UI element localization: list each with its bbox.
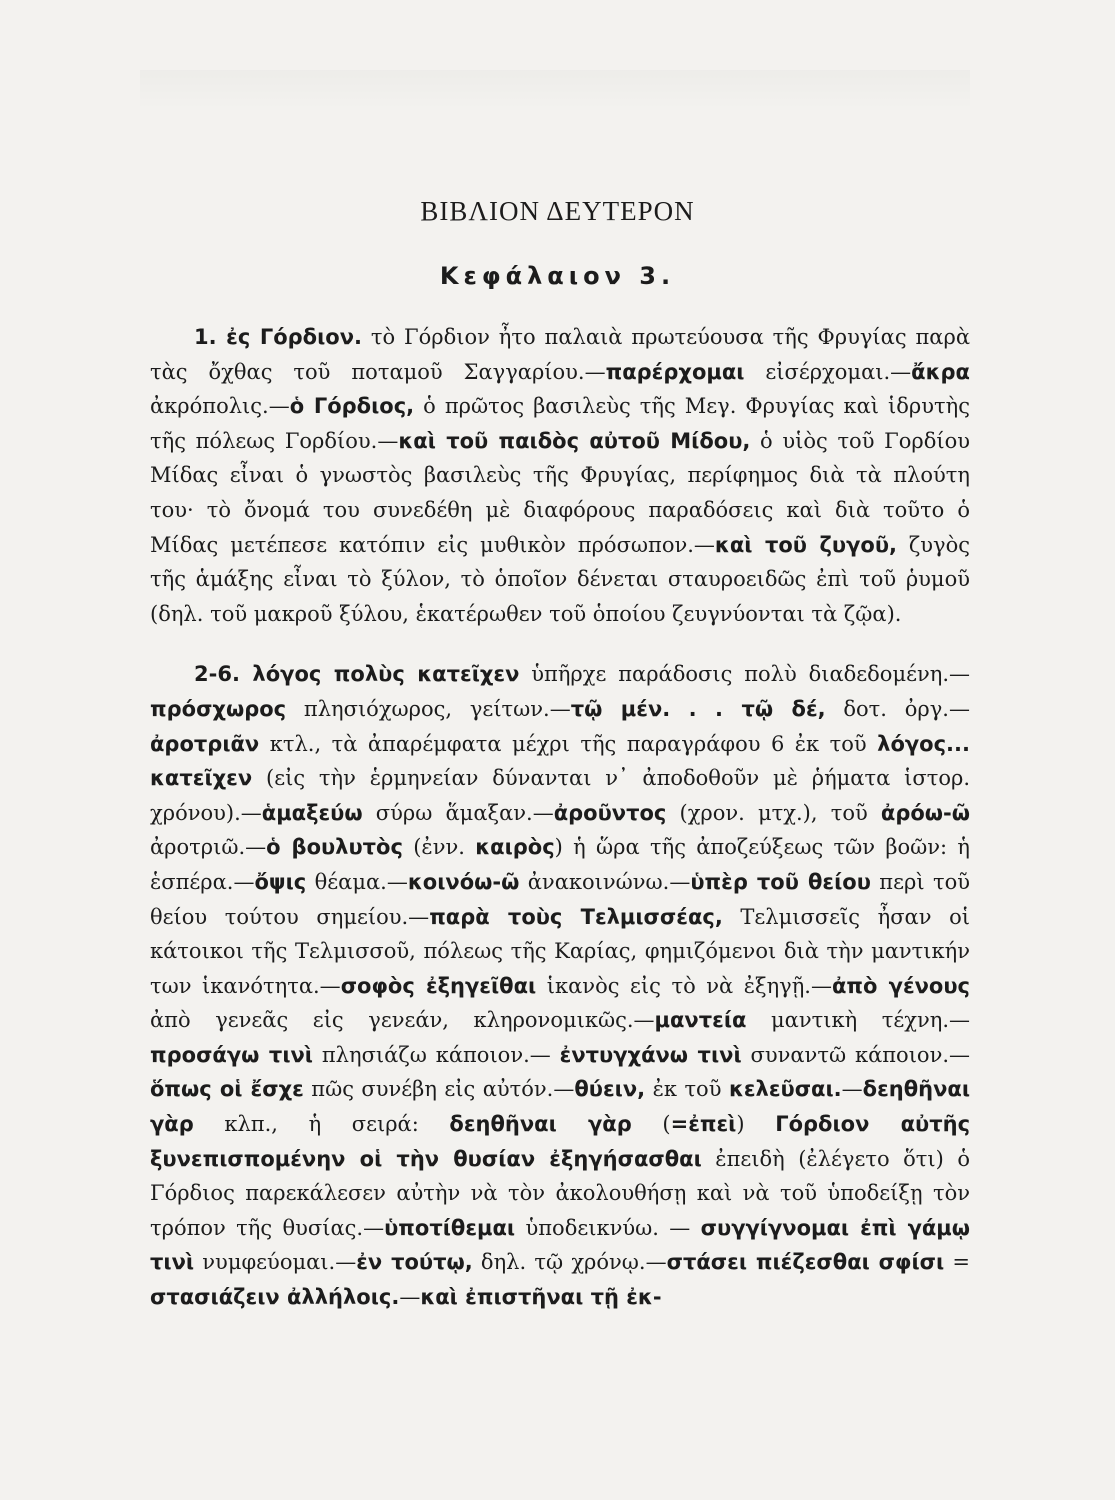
lemma: παρέρχομαι (605, 359, 745, 384)
gloss-text: ἱκανὸς εἰς τὸ νὰ ἐξηγῇ.— (536, 973, 832, 998)
gloss-text: μαντικὴ τέχνη.— (746, 1008, 971, 1033)
lemma: ὁ Γόρδιος, (289, 394, 415, 419)
lemma: ὄψις (254, 869, 307, 894)
gloss-text: δηλ. τῷ χρόνῳ.— (472, 1250, 667, 1275)
gloss-text: (ἐνν. (402, 835, 476, 860)
commentary-body (150, 320, 970, 1315)
lemma: καὶ τοῦ ζυγοῦ, (714, 532, 897, 557)
gloss-text: πῶς συνέβη εἰς αὐτόν.— (303, 1077, 575, 1102)
lemma: ἐν τούτῳ, (356, 1250, 473, 1275)
gloss-text: πλησιόχωρος, γείτων.— (286, 696, 571, 721)
lemma: 2-6. (194, 662, 253, 687)
lemma: ἀπὸ γένους (831, 973, 970, 998)
chapter-title: Κεφάλαιον 3. (439, 262, 676, 290)
gloss-text: ὑποδεικνύω. — (515, 1215, 701, 1240)
lemma: παρὰ τοὺς Τελμισσέας, (429, 904, 723, 929)
lemma: λόγος... κατεῖχεν (150, 731, 970, 791)
gloss-text: — (399, 1285, 421, 1310)
gloss-text: ἀνακοινώνω.— (519, 869, 691, 894)
lemma: σοφὸς ἐξηγεῖθαι (340, 973, 537, 998)
lemma: =ἐπεὶ (670, 1112, 737, 1137)
lemma: ἀροῦντος (553, 800, 667, 825)
lemma: ἐς Γόρδιον. (226, 325, 362, 349)
gloss-text: περὶ τοῦ θείου τούτου σημείου.— (150, 869, 970, 929)
gloss-text: ζυγὸς τῆς ἁμάξης εἶναι τὸ ξύλον, τὸ ὁποῖον δένεται σταυροειδῶς ἐπὶ τοῦ ῥυμοῦ (δηλ. τοῦ μακροῦ ξύλου, ἑκατέρωθεν τοῦ ὁποίου ζευγνύονται τὰ ζῷα). (150, 532, 970, 626)
lemma: στασιάζειν ἀλλήλοις. (150, 1285, 400, 1310)
gloss-text: (χρον. μτχ.), τοῦ (666, 800, 881, 825)
lemma: ὑπὲρ τοῦ θείου (690, 869, 871, 894)
gloss-text: νυμφεύομαι.— (194, 1250, 357, 1275)
gloss-text: θέαμα.— (306, 869, 408, 894)
lemma: 1. (194, 325, 227, 349)
lemma: ἐντυγχάνω τινὶ (559, 1042, 742, 1067)
gloss-text: — (841, 1077, 863, 1102)
lemma: πρόσχωρος (150, 696, 287, 721)
lemma: ἀροτριᾶν (150, 731, 260, 756)
gloss-text: ἐκ τοῦ (645, 1077, 729, 1102)
lemma: δεηθῆναι γὰρ (449, 1112, 632, 1137)
lemma: ὑποτίθεμαι (384, 1215, 516, 1240)
gloss-text: σύρω ἅμαξαν.— (362, 800, 554, 825)
lemma: κοινόω-ῶ (407, 869, 520, 894)
lemma: κελεῦσαι. (728, 1077, 842, 1102)
gloss-text: ) (736, 1112, 776, 1137)
gloss-text: Τελμισσεῖς ἦσαν οἱ κάτοικοι τῆς Τελμισσοῦ, πόλεως τῆς Καρίας, φημιζόμενοι διὰ τὴν μαντικήν των ἱκανότητα.— (150, 904, 970, 998)
gloss-text: ἀπὸ γενεᾶς εἰς γενεάν, κληρονομικῶς.— (150, 1008, 655, 1033)
lemma: συγγίγνομαι ἐπὶ γάμῳ τινὶ (150, 1215, 971, 1275)
lemma: θύειν, (574, 1077, 646, 1102)
gloss-text: ( (631, 1112, 671, 1137)
lemma: ἁμαξεύω (261, 800, 363, 825)
lemma: καὶ ἐπιστῆναι τῇ ἐκ- (420, 1285, 662, 1310)
gloss-text: κτλ., τὰ ἀπαρέμφατα μέχρι τῆς παραγράφου 6 ἐκ τοῦ (259, 731, 878, 756)
gloss-text: εἰσέρχομαι.— (744, 359, 912, 384)
lemma: καιρὸς (475, 835, 555, 860)
lemma: ὅπως οἱ ἔσχε (150, 1077, 304, 1102)
gloss-text: ) ἡ ὥρα τῆς ἀποζεύξεως τῶν βοῶν: ἡ ἑσπέρα.— (150, 835, 970, 894)
gloss-text: πλησιάζω κάποιον.— (313, 1042, 560, 1067)
gloss-text: ὑπῆρχε παράδοσις πολὺ διαδεδομένη.— (519, 662, 971, 687)
gloss-text: δοτ. ὀργ.— (825, 696, 970, 721)
lemma: ἄκρα (911, 359, 970, 384)
book-title: ΒΙΒΛΙΟΝ ΔΕΥΤΕΡΟΝ (420, 196, 695, 226)
gloss-text: (εἰς τὴν ἑρμηνείαν δύνανται ν᾽ ἀποδοθοῦν μὲ ῥήματα ἱστορ. χρόνου).— (150, 766, 970, 825)
lemma: τῷ μέν. . . τῷ δέ, (570, 696, 826, 721)
lemma: δεηθῆναι γὰρ (150, 1077, 971, 1137)
gloss-text: ὁ πρῶτος βασιλεὺς τῆς Μεγ. Φρυγίας καὶ ἱδρυτὴς τῆς πόλεως Γορδίου.— (150, 394, 971, 453)
gloss-text: κλπ., ἡ σειρά: (193, 1112, 450, 1137)
lemma: ἀρόω-ῶ (880, 800, 970, 825)
gloss-text: συναντῶ κάποιον.— (741, 1042, 971, 1067)
lemma: καὶ τοῦ παιδὸς αὐτοῦ Μίδου, (398, 428, 751, 453)
gloss-text: ὁ υἱὸς τοῦ Γορδίου Μίδας εἶναι ὁ γνωστὸς βασιλεὺς τῆς Φρυγίας, περίφημος διὰ τὰ πλούτη του· τὸ ὄνομά του συνεδέθη μὲ διαφόρους παραδόσεις καὶ διὰ τοῦτο ὁ Μίδας μετέπεσε κατόπιν εἰς μυθικὸν πρόσωπον.— (150, 428, 970, 557)
paragraph-1 (150, 320, 970, 631)
gloss-text: τὸ Γόρδιον ἦτο παλαιὰ πρωτεύουσα τῆς Φρυγίας παρὰ τὰς ὄχθας τοῦ ποταμοῦ Σαγγαρίου.— (150, 325, 971, 384)
paragraph-2 (150, 657, 970, 1314)
gloss-text: ἐπειδὴ (ἐλέγετο ὅτι) ὁ Γόρδιος παρεκάλεσεν αὐτὴν νὰ τὸν ἀκολουθήσῃ καὶ νὰ τοῦ ὑποδείξῃ τὸν τρόπον τῆς θυσίας.— (150, 1146, 970, 1240)
lemma: στάσει πιέζεσθαι σφίσι (666, 1250, 945, 1275)
gloss-text: ἀροτριῶ.— (150, 835, 267, 860)
lemma: μαντεία (654, 1008, 747, 1033)
scan-shadow (140, 70, 970, 110)
gloss-text: = (944, 1250, 970, 1275)
lemma: Γόρδιον αὐτῆς ξυνεπισπομένην οἱ τὴν θυσίαν ἐξηγήσασθαι (150, 1112, 971, 1171)
lemma: προσάγω τινὶ (150, 1042, 313, 1067)
gloss-text: ἀκρόπολις.— (150, 394, 290, 419)
lemma: λόγος πολὺς κατεῖχεν (252, 662, 520, 687)
lemma: ὁ βουλυτὸς (266, 835, 403, 860)
